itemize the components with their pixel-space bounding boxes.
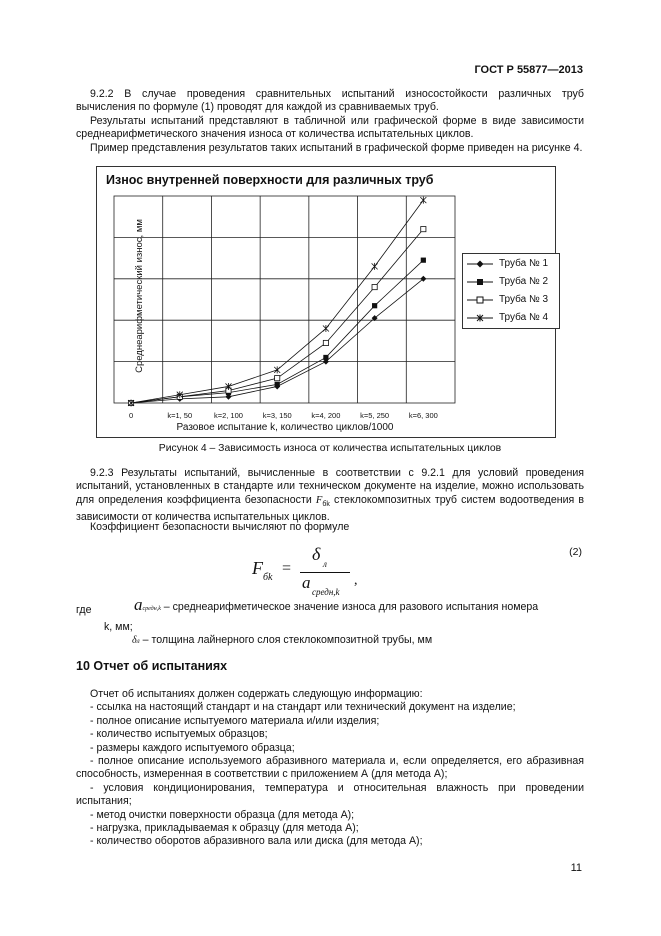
legend-marker-open-square-icon bbox=[467, 295, 493, 305]
section-title: 10 Отчет об испытаниях bbox=[76, 659, 228, 673]
document-id: ГОСТ Р 55877—2013 bbox=[474, 64, 583, 76]
legend-label: Труба № 3 bbox=[499, 294, 549, 306]
paragraph-formula-intro: Коэффициент безопасности вычисляют по формуле bbox=[90, 521, 350, 533]
x-tick-label: k=5, 250 bbox=[360, 411, 390, 420]
x-tick-label: 0 bbox=[128, 411, 134, 420]
safety-factor-subscript: бk bbox=[322, 500, 330, 508]
paragraph-results: Результаты испытаний представляют в табличной или графической форме в виде зависимости среднеарифметического значения износа от количества испытательных циклов. bbox=[76, 115, 584, 141]
page-number: 11 bbox=[570, 862, 582, 874]
x-tick-label: k=6, 300 bbox=[408, 411, 438, 420]
term-symbol: δ bbox=[132, 635, 137, 646]
list-item: - метод очистки поверхности образца (для метода А); bbox=[90, 808, 355, 821]
data-point-series-2 bbox=[421, 258, 426, 263]
legend-label: Труба № 2 bbox=[499, 276, 549, 288]
list-item: - нагрузка, прикладываемая к образцу (для метода А); bbox=[90, 822, 359, 835]
x-tick-label: k=3, 150 bbox=[262, 411, 292, 420]
term-text: – толщина лайнерного слоя стеклокомпозитной трубы, мм bbox=[139, 634, 433, 646]
paragraph-text: стеклокомпозитных труб систем водоотведения в зависимости от количества испытательных циклов. bbox=[76, 493, 584, 524]
formula-denominator: a bbox=[302, 573, 311, 592]
legend-item-3 bbox=[467, 293, 548, 307]
x-tick-label: k=2, 100 bbox=[213, 411, 243, 420]
list-item: - количество испытуемых образцов; bbox=[90, 728, 268, 741]
chart-title: Износ внутренней поверхности для различных труб bbox=[106, 173, 434, 187]
data-point-series-2 bbox=[372, 303, 377, 308]
term-text: – среднеарифметическое значение износа для разового испытания номера bbox=[160, 601, 539, 613]
data-point-series-4 bbox=[372, 263, 378, 270]
list-item: - полное описание испытуемого материала и/или изделия; bbox=[90, 714, 380, 727]
list-item: - количество оборотов абразивного вала или диска (для метода А); bbox=[90, 835, 423, 848]
formula-numerator-subscript: л bbox=[323, 559, 327, 569]
data-point-series-2 bbox=[323, 355, 328, 360]
report-list bbox=[76, 688, 584, 849]
where-term-1-continuation: k, мм; bbox=[104, 621, 133, 633]
where-term-1 bbox=[134, 595, 584, 616]
figure-caption: Рисунок 4 – Зависимость износа от количества испытательных циклов bbox=[158, 443, 502, 454]
where-term-2 bbox=[132, 634, 582, 648]
chart-y-axis-label: Среднеарифметический износ, мм bbox=[134, 219, 145, 373]
list-item: - условия кондиционирования, температура и относительная влажность при проведении испытания; bbox=[76, 781, 584, 808]
legend-item-2 bbox=[467, 275, 548, 289]
paragraph-9-2-2: 9.2.2 В случае проведения сравнительных испытаний износостойкости различных труб вычисления по формуле (1) проводят для каждой из сравниваемых труб. bbox=[76, 88, 584, 114]
formula-lhs-subscript: бk bbox=[263, 572, 273, 583]
term-subscript: средн,k bbox=[142, 606, 161, 612]
formula-number: (2) bbox=[569, 546, 582, 558]
legend-label: Труба № 1 bbox=[499, 258, 549, 270]
data-point-series-3 bbox=[372, 284, 377, 289]
data-point-series-4 bbox=[323, 325, 329, 332]
x-tick-label: k=4, 200 bbox=[311, 411, 341, 420]
formula-denominator-subscript: средн,k bbox=[312, 587, 340, 597]
legend-item-4 bbox=[467, 311, 548, 325]
formula-numerator: δ bbox=[312, 544, 321, 564]
formula-equals: = bbox=[282, 560, 292, 577]
x-tick-label: k=1, 50 bbox=[167, 411, 193, 420]
list-item: - ссылка на настоящий стандарт и на стандарт или технический документ на изделие; bbox=[90, 701, 516, 714]
legend-marker-star-icon bbox=[467, 313, 493, 323]
data-point-series-3 bbox=[323, 340, 328, 345]
data-point-series-2 bbox=[275, 382, 280, 387]
chart-legend bbox=[462, 253, 560, 329]
data-point-series-3 bbox=[421, 227, 426, 232]
legend-label: Труба № 4 bbox=[499, 312, 549, 324]
list-item: - полное описание используемого абразивного материала и, если определяется, его абразивная способность, измеренная в соответствии с приложением А (для метода А); bbox=[76, 755, 584, 781]
paragraph-text: 9.2.3 Результаты испытаний, вычисленные в соответствии с 9.2.1 для условий проведения испытаний, установленных в стандарте или техническом документе на изделие, можно использовать для определения коэффициента безопасности bbox=[76, 467, 584, 506]
report-intro: Отчет об испытаниях должен содержать следующую информацию: bbox=[90, 688, 423, 700]
legend-marker-square-icon bbox=[467, 277, 493, 287]
legend-item-1 bbox=[467, 257, 548, 271]
term-subscript: л bbox=[136, 637, 140, 645]
where-label: где bbox=[76, 604, 92, 616]
paragraph-example: Пример представления результатов таких испытаний в графической форме приведен на рисунке 4. bbox=[90, 142, 583, 154]
formula-comma: , bbox=[354, 573, 358, 588]
formula-lhs: F bbox=[252, 558, 263, 578]
paragraph-9-2-3 bbox=[76, 467, 584, 525]
data-point-series-3 bbox=[275, 376, 280, 381]
formula-2 bbox=[252, 544, 412, 602]
chart-x-axis-label: Разовое испытание k, количество циклов/1000 bbox=[176, 422, 394, 433]
legend-marker-diamond-icon bbox=[467, 259, 493, 269]
data-point-series-4 bbox=[420, 197, 426, 204]
safety-factor-symbol: F bbox=[315, 494, 323, 506]
list-item: - размеры каждого испытуемого образца; bbox=[90, 741, 295, 754]
data-point-series-4 bbox=[274, 366, 280, 373]
term-symbol: a bbox=[134, 595, 143, 614]
